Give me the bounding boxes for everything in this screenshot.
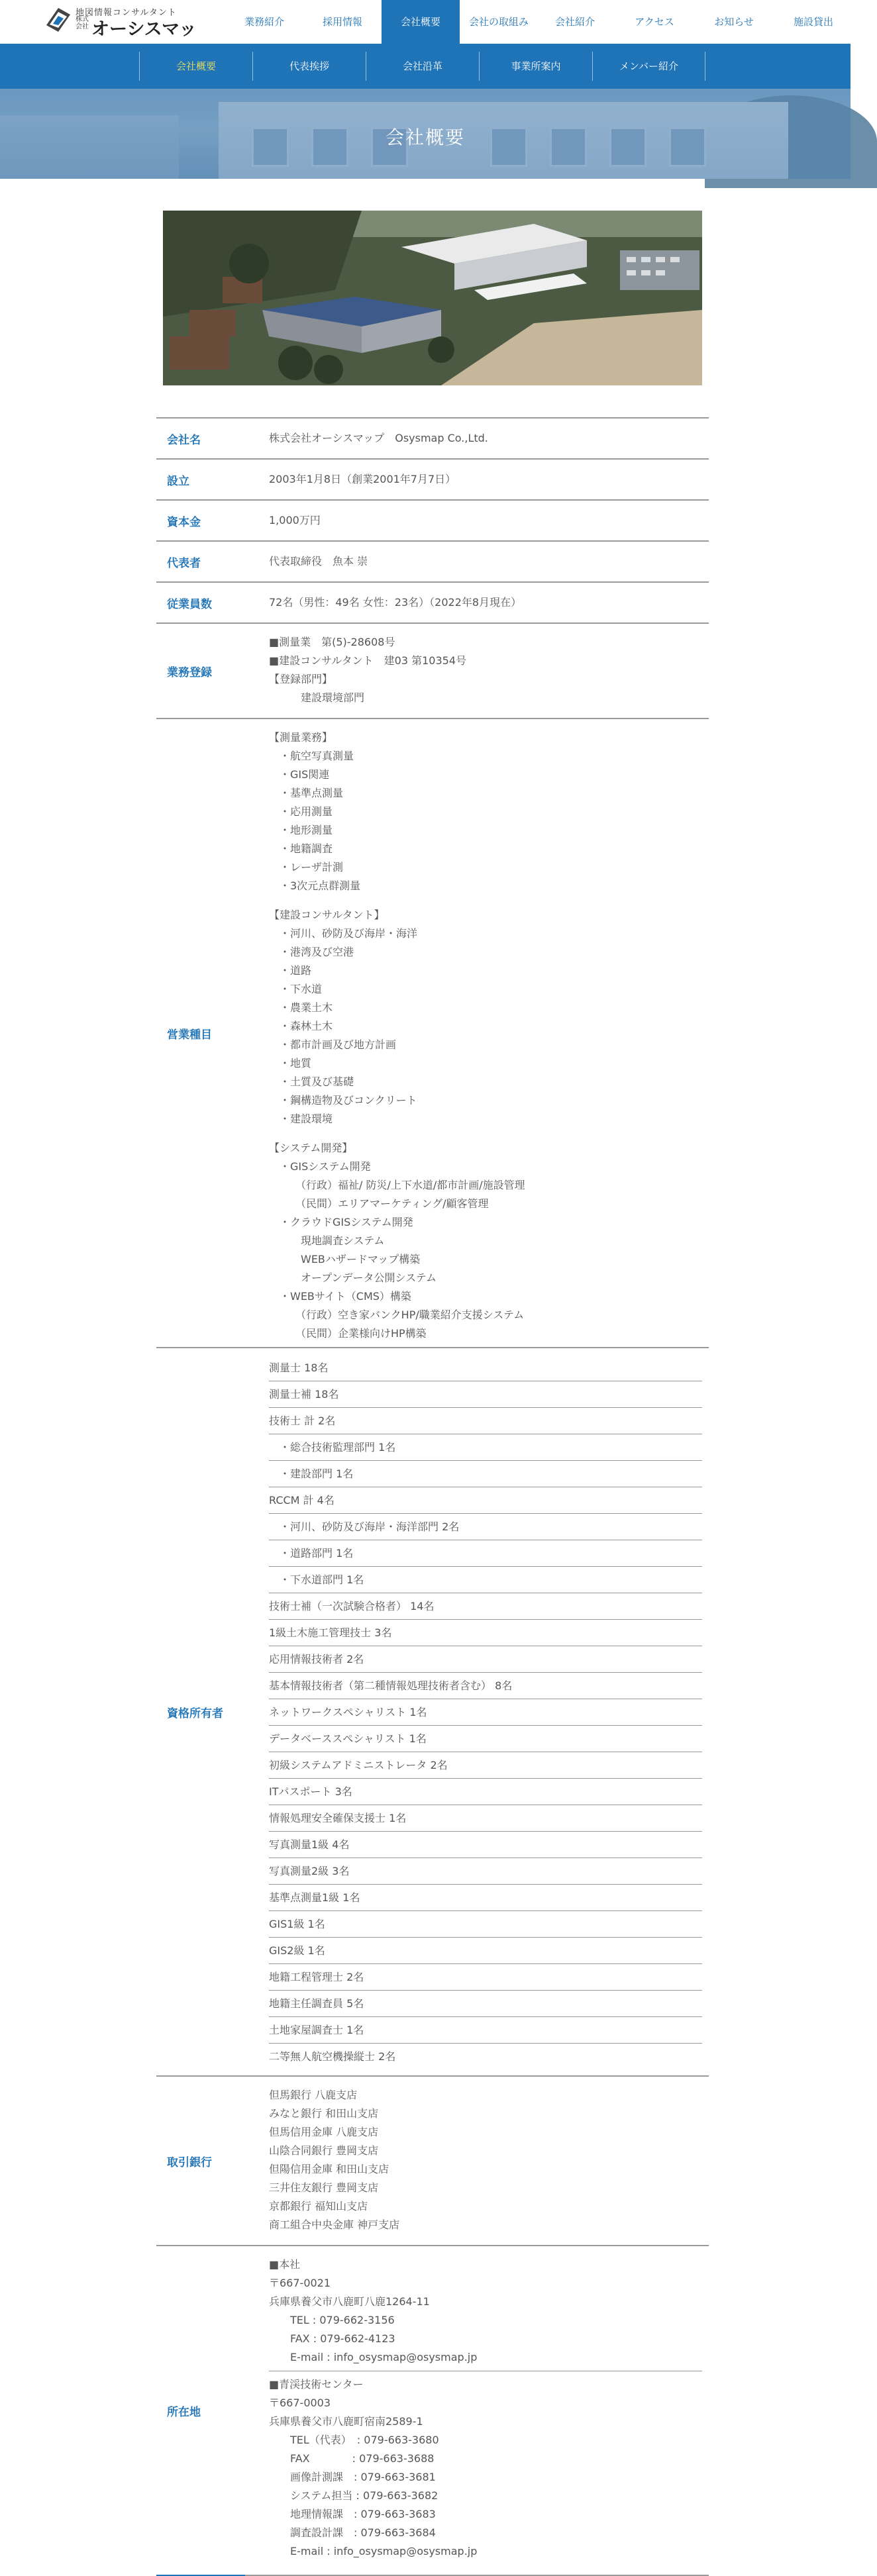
page-hero [0,89,851,179]
label-company-name: 会社名 [156,419,245,458]
list-item: 土地家屋調査士 1名 [269,2017,702,2044]
logo-mark-icon [44,5,73,34]
list-item: GIS1級 1名 [269,1911,702,1938]
label-founded: 設立 [156,460,245,499]
list-item: 測量士補 18名 [269,1381,702,1408]
label-employees: 従業員数 [156,583,245,622]
text-line: 【登録部門】 [269,673,333,685]
text-line: オープンデータ公開システム [269,1271,437,1284]
page-title: 会社概要 [385,126,465,148]
text-line: ・レーザ計測 [269,861,344,873]
logo-prefix: 株式会社 [76,16,89,30]
company-info-table [156,417,709,2576]
list-item: ・河川、砂防及び海岸・海洋部門 2名 [269,1514,702,1540]
text-line: E-mail : info_osysmap@osysmap.jp [269,2545,478,2557]
value-registration [245,624,709,718]
list-item: 技術士補（一次試験合格者） 14名 [269,1593,702,1620]
list-item: 測量士 18名 [269,1355,702,1381]
list-item: 技術士 計 2名 [269,1408,702,1434]
row-employees [156,581,709,622]
list-item: 地籍主任調査員 5名 [269,1991,702,2017]
text-line: FAX : 079-662-4123 [269,2332,395,2345]
subnav-item-1[interactable]: 会社概要 [139,52,252,81]
text-line: 【建設コンサルタント】 [269,909,385,921]
text-line: TEL（代表） : 079-663-3680 [269,2434,439,2446]
company-building-photo [163,211,702,385]
global-nav [225,0,856,44]
text-line: みなと銀行 和田山支店 [269,2107,379,2120]
subnav-item-5[interactable]: メンバー紹介 [592,52,705,81]
text-line: ・森林土木 [269,1020,333,1032]
list-item: ・総合技術監理部門 1名 [269,1434,702,1461]
text-line: 現地調査システム [269,1234,385,1247]
text-line: ・応用測量 [269,805,333,818]
text-line: ・下水道 [269,983,323,995]
list-item: 基本情報技術者（第二種情報処理技術者含む） 8名 [269,1673,702,1699]
list-item: 二等無人航空機操縦士 2名 [269,2050,396,2063]
site-header [0,0,851,44]
nav-item-4[interactable]: 会社の取組み [468,16,529,28]
row-registration [156,622,709,718]
text-line: 〒667-0003 [269,2397,331,2409]
text-line: ■青渓技術センター [269,2378,364,2391]
row-representative [156,540,709,581]
text-line: ・地質 [269,1057,312,1069]
list-item: ネットワークスペシャリスト 1名 [269,1699,702,1726]
text-line: ・クラウドGISシステム開発 [269,1216,413,1228]
text-line: （民間）エリアマーケティング/顧客管理 [269,1197,489,1210]
text-line: （行政）福祉/ 防災/上下水道/都市計画/施設管理 [269,1179,525,1191]
value-banks [245,2077,709,2245]
value-business [245,719,709,1347]
list-item: ・道路部門 1名 [269,1540,702,1567]
list-item: 基準点測量1級 1名 [269,1885,702,1911]
row-qualifications [156,1347,709,2075]
row-location [156,2245,709,2576]
list-item: ・建設部門 1名 [269,1461,702,1487]
label-capital: 資本金 [156,501,245,540]
sub-nav [0,44,851,89]
text-line: 但馬信用金庫 八鹿支店 [269,2126,379,2138]
nav-item-6[interactable]: アクセス [635,16,674,28]
logo-name: オーシスマッ [91,19,197,40]
text-line: TEL : 079-662-3156 [269,2314,395,2326]
text-line: FAX : 079-663-3688 [269,2452,435,2465]
nav-item-7[interactable]: お知らせ [714,16,754,28]
value-employees: 72名（男性：49名 女性：23名）（2022年8月現在） [269,596,522,609]
text-line: 【測量業務】 [269,731,333,744]
nav-item-1[interactable]: 業務紹介 [244,16,284,28]
text-line: 京都銀行 福知山支店 [269,2200,368,2212]
text-line: ・鋼構造物及びコンクリート [269,1094,417,1107]
subnav-item-2[interactable]: 代表挨拶 [252,52,366,81]
value-representative: 代表取締役 魚本 崇 [269,555,368,568]
text-line: ・3次元点群測量 [269,879,361,892]
text-line: 調査設計課 : 079-663-3684 [269,2526,436,2539]
label-business: 営業種目 [156,719,245,1347]
text-line: ・基準点測量 [269,787,344,799]
list-item: 写真測量1級 4名 [269,1832,702,1858]
text-line: 【システム開発】 [269,1142,353,1154]
row-company-name [156,417,709,458]
text-line: WEBハザードマップ構築 [269,1253,421,1265]
value-company-name: 株式会社オーシスマップ Osysmap Co.,Ltd. [269,432,488,444]
text-line: ■本社 [269,2258,301,2271]
text-line: 〒667-0021 [269,2277,331,2289]
text-line: （民間）企業様向けHP構築 [269,1327,427,1340]
row-founded [156,458,709,499]
text-line: ・地形測量 [269,824,333,836]
text-line: システム担当 : 079-663-3682 [269,2489,438,2502]
label-qualifications: 資格所有者 [156,1348,245,2075]
site-logo[interactable] [44,4,203,40]
list-item: 1級土木施工管理技士 3名 [269,1620,702,1646]
label-representative: 代表者 [156,542,245,581]
text-line: ・地籍調査 [269,842,333,855]
list-item: 応用情報技術者 2名 [269,1646,702,1673]
row-business [156,718,709,1347]
list-item: GIS2級 1名 [269,1938,702,1964]
value-qualifications [245,1348,709,2075]
value-location [245,2246,709,2575]
text-line: 商工組合中央金庫 神戸支店 [269,2218,400,2231]
list-item: 情報処理安全確保支援士 1名 [269,1805,702,1832]
text-line: （行政）空き家バンクHP/職業紹介支援システム [269,1309,525,1321]
list-item: 地籍工程管理士 2名 [269,1964,702,1991]
value-capital: 1,000万円 [269,514,321,526]
text-line: 地理情報課 : 079-663-3683 [269,2508,436,2520]
text-line: 但陽信用金庫 和田山支店 [269,2163,389,2175]
label-location: 所在地 [156,2246,245,2575]
subnav-item-3[interactable]: 会社沿革 [366,52,479,81]
list-item: 初級システムアドミニストレータ 2名 [269,1752,702,1779]
list-item: RCCM 計 4名 [269,1487,702,1514]
text-line: 画像計測課 : 079-663-3681 [269,2471,436,2483]
text-line: ・農業土木 [269,1001,333,1014]
nav-item-3[interactable]: 会社概要 [382,0,460,44]
text-line: 山陰合同銀行 豊岡支店 [269,2144,379,2157]
logo-tagline: 地図情報コンサルタント [76,8,177,18]
list-item: ・下水道部門 1名 [269,1567,702,1593]
nav-item-2[interactable]: 採用情報 [322,16,362,28]
nav-item-5[interactable]: 会社紹介 [554,16,595,28]
subnav-item-4[interactable]: 事業所案内 [479,52,592,81]
label-registration: 業務登録 [156,624,245,718]
text-line: 兵庫県養父市八鹿町八鹿1264-11 [269,2295,430,2308]
text-line: ・GIS関連 [269,768,330,781]
text-line: ■建設コンサルタント 建03 第10354号 [269,654,467,667]
text-line: ■測量業 第(5)-28608号 [269,636,395,648]
text-line: 但馬銀行 八鹿支店 [269,2089,358,2101]
text-line: ・GISシステム開発 [269,1160,371,1173]
text-line: ・WEBサイト（CMS）構築 [269,1290,411,1303]
text-line: 兵庫県養父市八鹿町宿南2589-1 [269,2415,423,2428]
nav-item-8[interactable]: 施設貸出 [793,16,833,28]
label-banks: 取引銀行 [156,2077,245,2245]
text-line: 建設環境部門 [269,691,365,704]
text-line: ・港湾及び空港 [269,946,354,958]
list-item: 写真測量2級 3名 [269,1858,702,1885]
text-line: ・建設環境 [269,1113,333,1125]
row-banks [156,2075,709,2245]
row-capital [156,499,709,540]
text-line: E-mail : info_osysmap@osysmap.jp [269,2351,478,2363]
list-item: データベーススペシャリスト 1名 [269,1726,702,1752]
text-line: ・都市計画及び地方計画 [269,1038,397,1051]
text-line: ・道路 [269,964,312,977]
text-line: ・土質及び基礎 [269,1075,354,1088]
value-founded: 2003年1月8日（創業2001年7月7日） [269,473,456,485]
text-line: ・河川、砂防及び海岸・海洋 [269,927,418,940]
text-line: ・航空写真測量 [269,750,354,762]
list-item: ITパスポート 3名 [269,1779,702,1805]
text-line: 三井住友銀行 豊岡支店 [269,2181,379,2194]
